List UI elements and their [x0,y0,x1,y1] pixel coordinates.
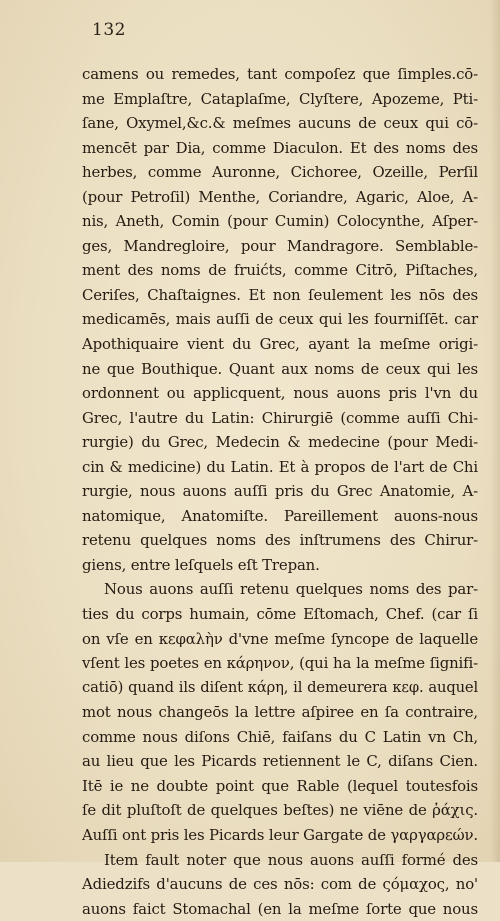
text-line: ordonnent ou applicquent, nous auons pris l'vn du [82,384,478,403]
text-line: auons faict Stomachal (en la meſme ſorte que nous [82,899,478,918]
text-line: giens, entre leſquels eſt Trepan. [82,555,320,574]
text-line: mot nous changeōs la lettre aſpiree en ſa contraire, [82,703,478,722]
text-line: natomique, Anatomiſte. Pareillement auons-nous [82,506,478,525]
page-number: 132 [92,20,126,40]
text-line: ment des noms de fruićts, comme Citrō, Piſtaches, [82,261,478,280]
text-line: Adieǳifs d'aucuns de ces nōs: com de ςόμαχος, no' [82,875,478,894]
text-line: Itē ie ne doubte point que Rable (lequel toutesfois [82,776,478,795]
text-line: ges, Mandregloire, pour Mandragore. Semblable- [82,236,478,255]
text-line: vſent les poetes en κάρηνον, (qui ha la meſme ſignifi- [82,654,478,673]
text-line: on vſe en κεφαλὴν d'vne meſme ſyncope de laquelle [82,629,478,648]
text-line: Grec, l'autre du Latin: Chirurgiē (comme auſſi Chi- [82,408,478,427]
text-line: rurgie, nous auons auſſi pris du Grec Anatomie, A- [82,482,478,501]
text-line: herbes, comme Auronne, Cichoree, Ozeille, Perſil [82,163,478,182]
text-line: catiō) quand ils diſent κάρη, il demeurera κεφ. auquel [82,678,478,696]
text-line: Item fault noter que nous auons auſſi formé des [104,850,478,869]
text-line: rurgie) du Grec, Medecin & medecine (pour Medi- [82,433,478,452]
text-line: Auſſi ont pris les Picards leur Gargate de γαργαρεών. [82,825,478,844]
text-line: nis, Aneth, Comin (pour Cumin) Colocynthe, Aſper- [82,212,478,231]
text-line: retenu quelques noms des inſtrumens des Chirur- [82,531,478,550]
text-line: ſe dit pluſtoſt de quelques beſtes) ne viēne de ῥάχις. [82,801,478,820]
text-line: Ceriſes, Chaſtaignes. Et non ſeulement les nōs des [82,285,478,304]
text-line: mencēt par Dia, comme Diaculon. Et des noms des [82,138,478,157]
text-line: Apothiquaire vient du Grec, ayant la meſme origi- [82,335,478,354]
text-line: au lieu que les Picards retiennent le C, diſans Cien. [82,752,478,771]
text-line: ne que Bouthique. Quant aux noms de ceux qui les [82,359,478,378]
text-line: ſane, Oxymel,&c.& meſmes aucuns de ceux qui cō- [82,114,478,133]
text-line: comme nous diſons Chiē, faiſans du C Latin vn Ch, [82,727,478,746]
text-line: ties du corps humain, cōme Eſtomach, Chef. (car ſi [82,605,478,624]
page-edge-shadow [490,0,500,862]
text-line: me Emplaſtre, Cataplaſme, Clyſtere, Apozeme, Pti- [82,89,478,108]
text-line: cin & medicine) du Latin. Et à propos de l'art de Chi [82,457,478,476]
text-line: camens ou remedes, tant compoſez que ſimples.cō- [82,65,478,83]
text-line: medicamēs, mais auſſi de ceux qui les fourniſſēt. car [82,310,478,329]
body-text [82,62,478,921]
text-line: Nous auons auſſi retenu quelques noms des par- [104,580,478,599]
text-line: (pour Petroſil) Menthe, Coriandre, Agaric, Aloe, A- [82,187,478,206]
